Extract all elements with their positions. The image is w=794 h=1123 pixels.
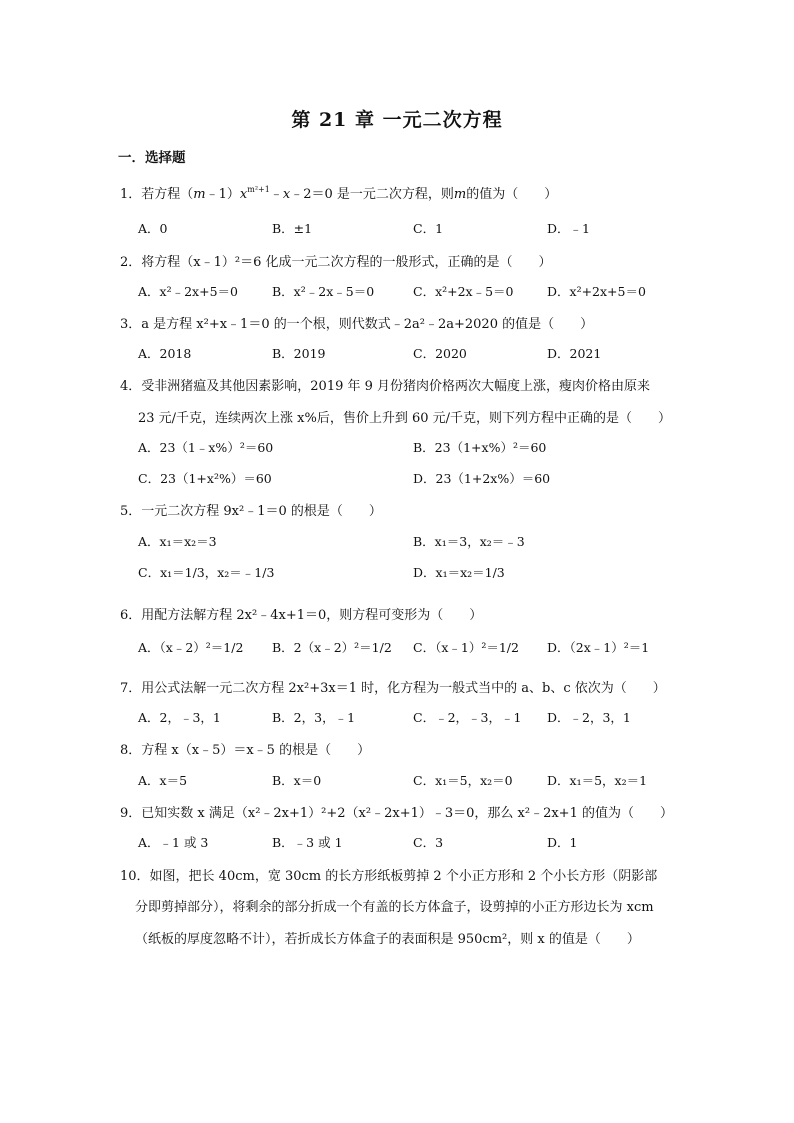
option-a: A．x²﹣2x+5＝0: [138, 284, 238, 299]
option-d: D．x₁＝5，x₂＝1: [547, 773, 648, 788]
question-10-line-2: 分即剪掉部分），将剩余的部分折成一个有盖的长方体盒子，设剪掉的小正方形边长为 xcm: [135, 900, 654, 915]
option-c: C．x₁＝5，x₂＝0: [413, 773, 513, 788]
option-d: D．x²+2x+5＝0: [547, 284, 646, 299]
question-9: 9．已知实数 x 满足（x²﹣2x+1）²+2（x²﹣2x+1）﹣3＝0，那么 x²﹣2x+1 的值为（ ）: [120, 806, 673, 821]
option-a: A．2，﹣3，1: [138, 710, 221, 725]
option-a: A．0: [138, 221, 168, 236]
option-c: C．（x﹣1）²＝1/2: [413, 640, 519, 655]
question-10-line-3: （纸板的厚度忽略不计），若折成长方体盒子的表面积是 950cm²，则 x 的值是（ ）: [135, 932, 640, 947]
option-a: A．x₁＝x₂＝3: [138, 534, 217, 549]
option-c: C．x²+2x﹣5＝0: [413, 284, 514, 299]
option-b: B．﹣3 或 1: [272, 835, 343, 850]
question-10-line-1: 10．如图，把长 40cm，宽 30cm 的长方形纸板剪掉 2 个小正方形和 2 个小长方形（阴影部: [120, 869, 658, 884]
option-c: C．x₁＝1/3，x₂＝﹣1/3: [138, 565, 275, 580]
option-c: C．1: [413, 221, 444, 236]
option-a: A．﹣1 或 3: [138, 835, 209, 850]
option-d: D．1: [547, 835, 578, 850]
option-d: D．23（1+2x%）＝60: [413, 471, 551, 486]
option-b: B．x＝0: [272, 773, 322, 788]
option-a: A．（x﹣2）²＝1/2: [138, 640, 244, 655]
option-c: C．23（1+x²%）＝60: [138, 471, 272, 486]
option-d: D．（2x﹣1）²＝1: [547, 640, 650, 655]
question-4-line-2: 23 元/千克，连续两次上涨 x%后，售价上升到 60 元/千克，则下列方程中正确的是（ ）: [138, 411, 672, 426]
question-1: 1．若方程$(m﹣1)x^{m^2+1}﹣x﹣2=0$ 是一元二次方程，则m的值为（ ）: [120, 185, 558, 202]
option-d: D．﹣2，3，1: [547, 710, 631, 725]
option-c: C．3: [413, 835, 444, 850]
option-b: B．2（x﹣2）²＝1/2: [272, 640, 392, 655]
option-c: C．﹣2，﹣3，﹣1: [413, 710, 522, 725]
question-2: 2．将方程（x﹣1）²＝6 化成一元二次方程的一般形式，正确的是（ ）: [120, 255, 552, 270]
question-4-line-1: 4．受非洲猪瘟及其他因素影响，2019 年 9 月份猪肉价格两次大幅度上涨，瘦肉价格由原来: [120, 379, 651, 394]
page-title: 第 21 章 一元二次方程: [291, 109, 503, 131]
option-b: B．x²﹣2x﹣5＝0: [272, 284, 375, 299]
section-heading: 一．选择题: [118, 150, 186, 166]
question-6: 6．用配方法解方程 2x²﹣4x+1＝0，则方程可变形为（ ）: [120, 608, 483, 623]
question-3: 3．a 是方程 x²+x﹣1＝0 的一个根，则代数式﹣2a²﹣2a+2020 的值是（ ）: [120, 317, 594, 332]
option-d: D．2021: [547, 346, 602, 361]
option-b: B．23（1+x%）²＝60: [413, 440, 547, 455]
option-b: B．±1: [272, 221, 313, 236]
option-a: A．23（1﹣x%）²＝60: [138, 440, 274, 455]
option-c: C．2020: [413, 346, 467, 361]
option-d: D．x₁＝x₂＝1/3: [413, 565, 505, 580]
option-b: B．2019: [272, 346, 326, 361]
option-b: B．x₁＝3，x₂＝﹣3: [413, 534, 525, 549]
question-5: 5．一元二次方程 9x²﹣1＝0 的根是（ ）: [120, 504, 382, 519]
option-d: D．﹣1: [547, 221, 590, 236]
question-7: 7．用公式法解一元二次方程 2x²+3x＝1 时，化方程为一般式当中的 a、b、c 依次为（ ）: [120, 681, 666, 696]
option-b: B．2，3，﹣1: [272, 710, 356, 725]
option-a: A．2018: [138, 346, 192, 361]
question-8: 8．方程 x（x﹣5）＝x﹣5 的根是（ ）: [120, 743, 371, 758]
option-a: A．x＝5: [138, 773, 188, 788]
